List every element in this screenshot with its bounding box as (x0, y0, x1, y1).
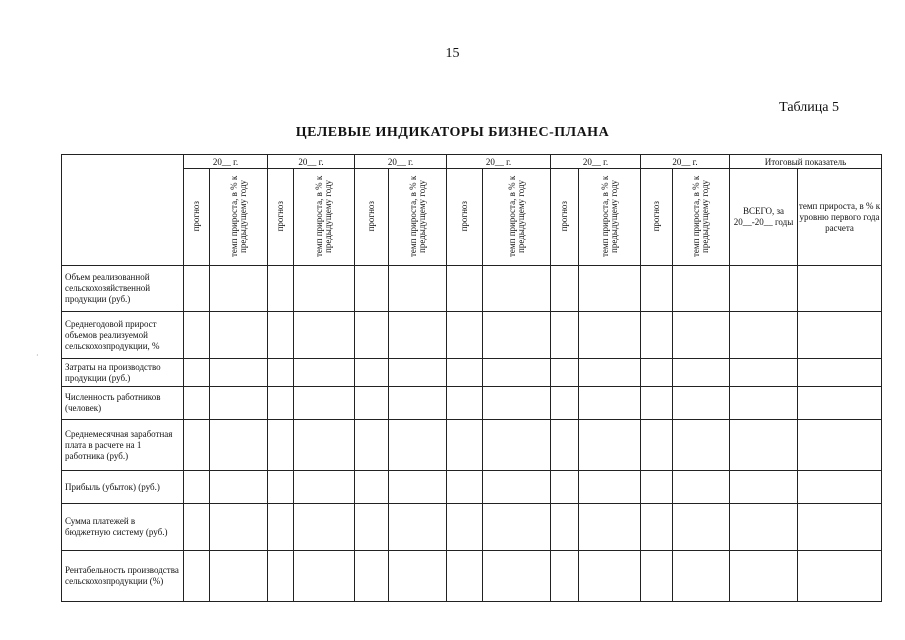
data-cell (447, 359, 483, 387)
total-header: Итоговый показатель (730, 155, 882, 169)
data-cell (184, 471, 210, 504)
forecast-header (447, 169, 483, 266)
data-cell (641, 359, 673, 387)
data-cell (673, 359, 730, 387)
data-cell (294, 471, 355, 504)
data-cell (268, 312, 294, 359)
forecast-header (551, 169, 579, 266)
table-row (62, 312, 882, 359)
table-row (62, 471, 882, 504)
forecast-header-text: прогноз (459, 200, 469, 232)
row-label: Рентабельность производства сельскохозпродукции (%) (62, 551, 184, 602)
data-cell (551, 551, 579, 602)
row-label: Среднегодовой прирост объемов реализуемой сельскохозпродукции, % (62, 312, 184, 359)
total-growth-header: темп прироста, в % к уровню первого года расчета (798, 169, 882, 266)
data-cell (579, 312, 641, 359)
forecast-header-text: прогноз (191, 200, 201, 232)
data-cell (447, 504, 483, 551)
data-cell (294, 551, 355, 602)
growth-header (294, 169, 355, 266)
data-cell (389, 312, 447, 359)
data-cell (641, 420, 673, 471)
data-cell (798, 312, 882, 359)
year-header-2: 20__ г. (268, 155, 355, 169)
data-cell (641, 471, 673, 504)
data-cell (268, 471, 294, 504)
indicators-table (61, 154, 882, 602)
data-cell (551, 312, 579, 359)
data-cell (483, 551, 551, 602)
forecast-header (268, 169, 294, 266)
data-cell (447, 312, 483, 359)
data-cell (551, 504, 579, 551)
data-cell (551, 471, 579, 504)
data-cell (184, 266, 210, 312)
row-label: Численность работников (человек) (62, 387, 184, 420)
table-row (62, 504, 882, 551)
data-cell (579, 420, 641, 471)
row-label: Среднемесячная заработная плата в расчете на 1 работника (руб.) (62, 420, 184, 471)
growth-header-text: темп прироста, в % к предыдущему году (599, 175, 619, 257)
year-header-3: 20__ г. (355, 155, 447, 169)
data-cell (210, 471, 268, 504)
data-cell (798, 504, 882, 551)
data-cell (447, 471, 483, 504)
data-cell (673, 420, 730, 471)
data-cell (551, 359, 579, 387)
data-cell (483, 471, 551, 504)
data-cell (641, 551, 673, 602)
row-label: Затраты на производство продукции (руб.) (62, 359, 184, 387)
data-cell (210, 266, 268, 312)
data-cell (210, 420, 268, 471)
data-cell (184, 504, 210, 551)
data-cell (268, 387, 294, 420)
data-cell (184, 551, 210, 602)
data-cell (798, 359, 882, 387)
data-cell (673, 387, 730, 420)
data-cell (355, 266, 389, 312)
data-cell (673, 266, 730, 312)
data-cell (483, 312, 551, 359)
data-cell (730, 359, 798, 387)
growth-header-text: темп прироста, в % к предыдущему году (407, 175, 427, 257)
data-cell (798, 471, 882, 504)
growth-header (389, 169, 447, 266)
data-cell (447, 266, 483, 312)
data-cell (483, 420, 551, 471)
data-cell (355, 420, 389, 471)
data-cell (389, 387, 447, 420)
data-cell (579, 359, 641, 387)
data-cell (798, 551, 882, 602)
data-cell (355, 312, 389, 359)
forecast-header (184, 169, 210, 266)
table-row (62, 266, 882, 312)
data-cell (447, 551, 483, 602)
data-cell (673, 504, 730, 551)
data-cell (641, 312, 673, 359)
page-number: 15 (445, 46, 460, 61)
data-cell (730, 471, 798, 504)
data-cell (673, 471, 730, 504)
forecast-header-text: прогноз (651, 200, 661, 232)
data-cell (210, 359, 268, 387)
data-cell (355, 359, 389, 387)
forecast-header-text: прогноз (559, 200, 569, 232)
forecast-header (355, 169, 389, 266)
data-cell (579, 504, 641, 551)
data-cell (184, 420, 210, 471)
data-cell (641, 387, 673, 420)
growth-header (483, 169, 551, 266)
data-cell (730, 420, 798, 471)
data-cell (268, 551, 294, 602)
data-cell (483, 504, 551, 551)
data-cell (389, 471, 447, 504)
row-label: Прибыль (убыток) (руб.) (62, 471, 184, 504)
data-cell (294, 504, 355, 551)
data-cell (641, 504, 673, 551)
data-cell (389, 359, 447, 387)
data-cell (579, 387, 641, 420)
data-cell (184, 359, 210, 387)
year-header-5: 20__ г. (551, 155, 641, 169)
growth-header-text: темп прироста, в % к предыдущему году (314, 175, 333, 257)
data-cell (294, 387, 355, 420)
data-cell (730, 266, 798, 312)
data-cell (389, 266, 447, 312)
row-label: Объем реализованной сельскохозяйственной продукции (руб.) (62, 266, 184, 312)
data-cell (268, 504, 294, 551)
table-row (62, 387, 882, 420)
growth-header (579, 169, 641, 266)
data-cell (210, 312, 268, 359)
row-label: Сумма платежей в бюджетную систему (руб.) (62, 504, 184, 551)
margin-mark: · (36, 351, 39, 360)
header-row-subcolumns (62, 169, 882, 266)
data-cell (389, 504, 447, 551)
data-cell (579, 471, 641, 504)
data-cell (673, 312, 730, 359)
total-all-header: ВСЕГО, за 20__-20__ годы (730, 169, 798, 266)
data-cell (730, 312, 798, 359)
data-cell (355, 387, 389, 420)
table-label: Таблица 5 (779, 100, 839, 115)
data-cell (268, 359, 294, 387)
data-cell (551, 420, 579, 471)
data-cell (268, 420, 294, 471)
data-cell (673, 551, 730, 602)
document-title: ЦЕЛЕВЫЕ ИНДИКАТОРЫ БИЗНЕС-ПЛАНА (295, 125, 610, 140)
data-cell (294, 420, 355, 471)
data-cell (294, 266, 355, 312)
growth-header-text: темп прироста, в % к предыдущему году (506, 175, 526, 257)
forecast-header (641, 169, 673, 266)
data-cell (355, 504, 389, 551)
data-cell (294, 359, 355, 387)
data-cell (730, 504, 798, 551)
data-cell (355, 551, 389, 602)
growth-header (673, 169, 730, 266)
forecast-header-text: прогноз (275, 200, 285, 232)
data-cell (210, 551, 268, 602)
year-header-4: 20__ г. (447, 155, 551, 169)
data-cell (447, 420, 483, 471)
corner-cell (62, 155, 184, 266)
forecast-header-text: прогноз (366, 200, 376, 232)
data-cell (294, 312, 355, 359)
data-cell (730, 387, 798, 420)
data-cell (551, 387, 579, 420)
data-cell (579, 266, 641, 312)
data-cell (184, 312, 210, 359)
table-row (62, 359, 882, 387)
year-header-6: 20__ г. (641, 155, 730, 169)
table-row (62, 420, 882, 471)
data-cell (551, 266, 579, 312)
data-cell (210, 504, 268, 551)
data-cell (389, 551, 447, 602)
data-cell (268, 266, 294, 312)
data-cell (798, 266, 882, 312)
data-cell (447, 387, 483, 420)
growth-header-text: темп прироста, в % к предыдущему году (691, 175, 710, 257)
data-cell (389, 420, 447, 471)
data-cell (210, 387, 268, 420)
table-row (62, 551, 882, 602)
growth-header-text: темп прироста, в % к предыдущему году (228, 175, 248, 257)
growth-header (210, 169, 268, 266)
data-cell (798, 420, 882, 471)
year-header-1: 20__ г. (184, 155, 268, 169)
data-cell (483, 387, 551, 420)
data-cell (355, 471, 389, 504)
data-cell (184, 387, 210, 420)
data-cell (579, 551, 641, 602)
header-row-years (62, 155, 882, 169)
data-cell (483, 266, 551, 312)
data-cell (730, 551, 798, 602)
data-cell (483, 359, 551, 387)
data-cell (798, 387, 882, 420)
data-cell (641, 266, 673, 312)
